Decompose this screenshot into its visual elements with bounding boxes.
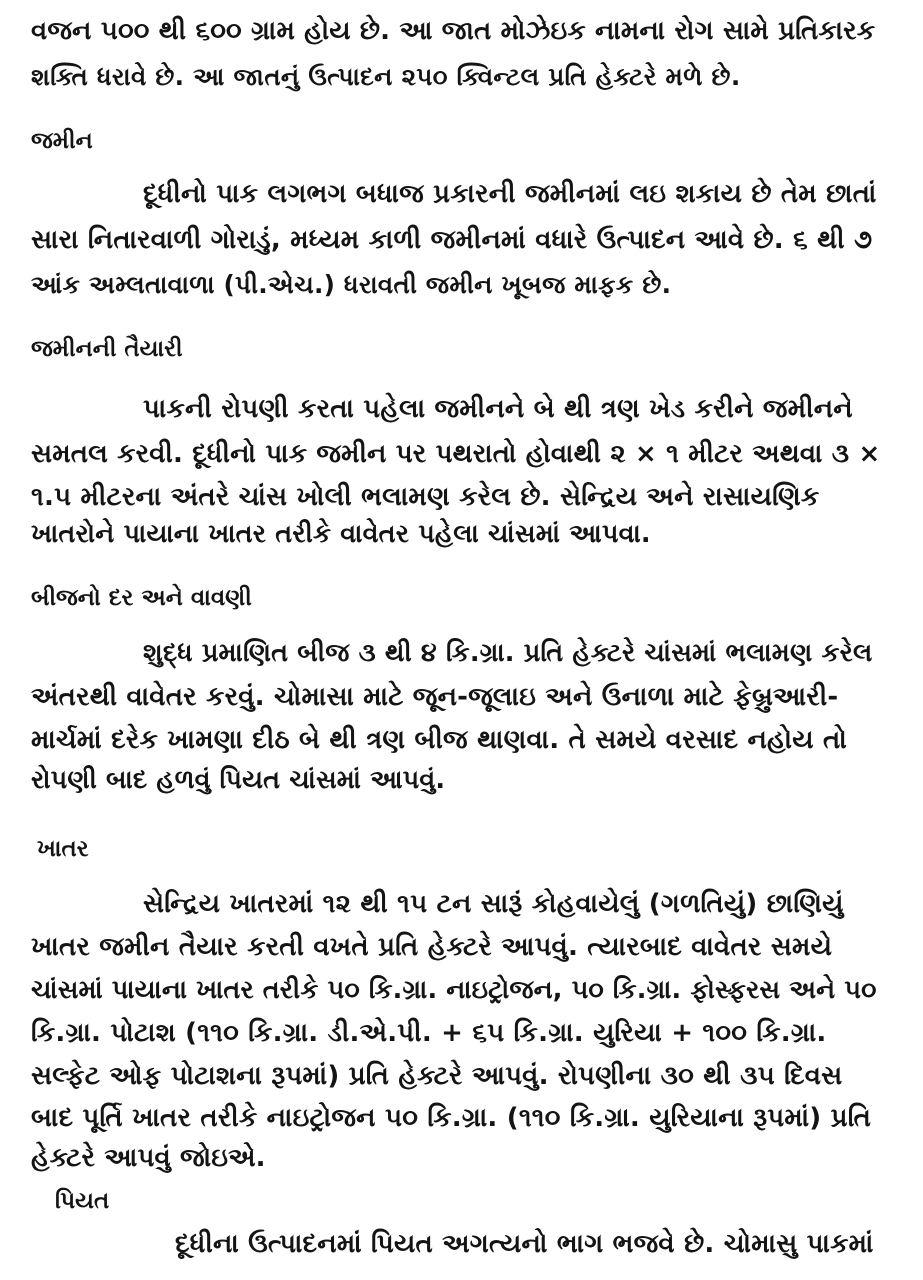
section-heading-irrigation: પિયત xyxy=(55,1188,110,1214)
seed-line-1: શુદ્ધ પ્રમાણિત બીજ ૩ થી ૪ કિ.ગ્રા. પ્રતિ હેક્ટરે ચાંસમાં ભલામણ કરેલ xyxy=(143,638,873,668)
irrigation-line-1: દૂધીના ઉત્પાદનમાં પિયત અગત્યનો ભાગ ભજવે છે. ચોમાસુ પાકમાં xyxy=(175,1229,874,1259)
land-prep-line-4: ખાતરોને પાયાના ખાતર તરીકે વાવેતર પહેલા ચાંસમાં આપવા. xyxy=(31,519,651,549)
land-prep-line-1: પાકની રોપણી કરતા પહેલા જમીનને બે થી ત્રણ ખેડ કરીને જમીનને xyxy=(143,394,853,424)
seed-line-3: માર્ચમાં દરેક ખામણા દીઠ બે થી ત્રણ બીજ થાણવા. તે સમયે વરસાદ નહોય તો xyxy=(31,725,847,755)
land-prep-line-3: ૧.૫ મીટરના અંતરે ચાંસ ખોલી ભલામણ કરેલ છે. સેન્દ્રિય અને રાસાયણિક xyxy=(31,482,820,512)
land-prep-line-2: સમતલ કરવી. દૂધીનો પાક જમીન પર પથરાતો હોવાથી ૨ × ૧ મીટર અથવા ૩ × xyxy=(31,439,881,469)
intro-line-2: શક્તિ ધરાવે છે. આ જાતનું ઉત્પાદન ૨૫૦ ક્વિન્ટલ પ્રતિ હેક્ટરે મળે છે. xyxy=(31,62,741,91)
section-heading-fertilizer: ખાતર xyxy=(37,836,89,862)
soil-line-1: દૂધીનો પાક લગભગ બધાજ પ્રકારની જમીનમાં લઇ શકાય છે તેમ છાતાં xyxy=(143,179,877,209)
section-heading-land-preparation: જમીનની તૈયારી xyxy=(31,336,183,362)
fertilizer-line-3: ચાંસમાં પાયાના ખાતર તરીકે ૫૦ કિ.ગ્રા. નાઇટ્રોજન, ૫૦ કિ.ગ્રા. ફોસ્ફરસ અને ૫૦ xyxy=(31,974,877,1004)
soil-line-2: સારા નિતારવાળી ગોરાડું, મધ્યમ કાળી જમીનમાં વધારે ઉત્પાદન આવે છે. ૬ થી ૭ xyxy=(31,225,873,255)
section-heading-seed-rate-sowing: બીજનો દર અને વાવણી xyxy=(31,585,252,611)
seed-line-4: રોપણી બાદ હળવું પિયત ચાંસમાં આપવું. xyxy=(31,764,446,794)
fertilizer-line-4: કિ.ગ્રા. પોટાશ (૧૧૦ કિ.ગ્રા. ડી.એ.પી. + ૬૫ કિ.ગ્રા. યુરિયા + ૧૦૦ કિ.ગ્રા. xyxy=(31,1018,827,1048)
fertilizer-line-2: ખાતર જમીન તૈયાર કરતી વખતે પ્રતિ હેક્ટરે આપવું. ત્યારબાદ વાવેતર સમયે xyxy=(31,932,833,962)
intro-line-1: વજન ૫૦૦ થી ૬૦૦ ગ્રામ હોય છે. આ જાત મોઝેઇક નામના રોગ સામે પ્રતિકારક xyxy=(31,16,876,46)
fertilizer-line-6: બાદ પૂર્તિ ખાતર તરીકે નાઇટ્રોજન ૫૦ કિ.ગ્રા. (૧૧૦ કિ.ગ્રા. યુરિયાના રૂપમાં) પ્રતિ xyxy=(31,1103,872,1133)
fertilizer-line-7: હેક્ટરે આપવું જોઇએ. xyxy=(31,1143,266,1173)
fertilizer-line-1: સેન્દ્રિય ખાતરમાં ૧૨ થી ૧૫ ટન સારૂં કોહવાયેલું (ગળતિયું) છાણિયું xyxy=(143,889,844,919)
fertilizer-line-5: સલ્ફેટ ઓફ પોટાશના રૂપમાં) પ્રતિ હેક્ટરે આપવું. રોપણીના ૩૦ થી ૩૫ દિવસ xyxy=(31,1061,843,1091)
section-heading-soil: જમીન xyxy=(31,128,93,154)
seed-line-2: અંતરથી વાવેતર કરવું. ચોમાસા માટે જૂન-જૂલાઇ અને ઉનાળા માટે ફેબ્રુઆરી- xyxy=(31,682,839,712)
soil-line-3: આંક અમ્લતાવાળા (પી.એચ.) ધરાવતી જમીન ખૂબજ માફક છે. xyxy=(31,270,672,299)
